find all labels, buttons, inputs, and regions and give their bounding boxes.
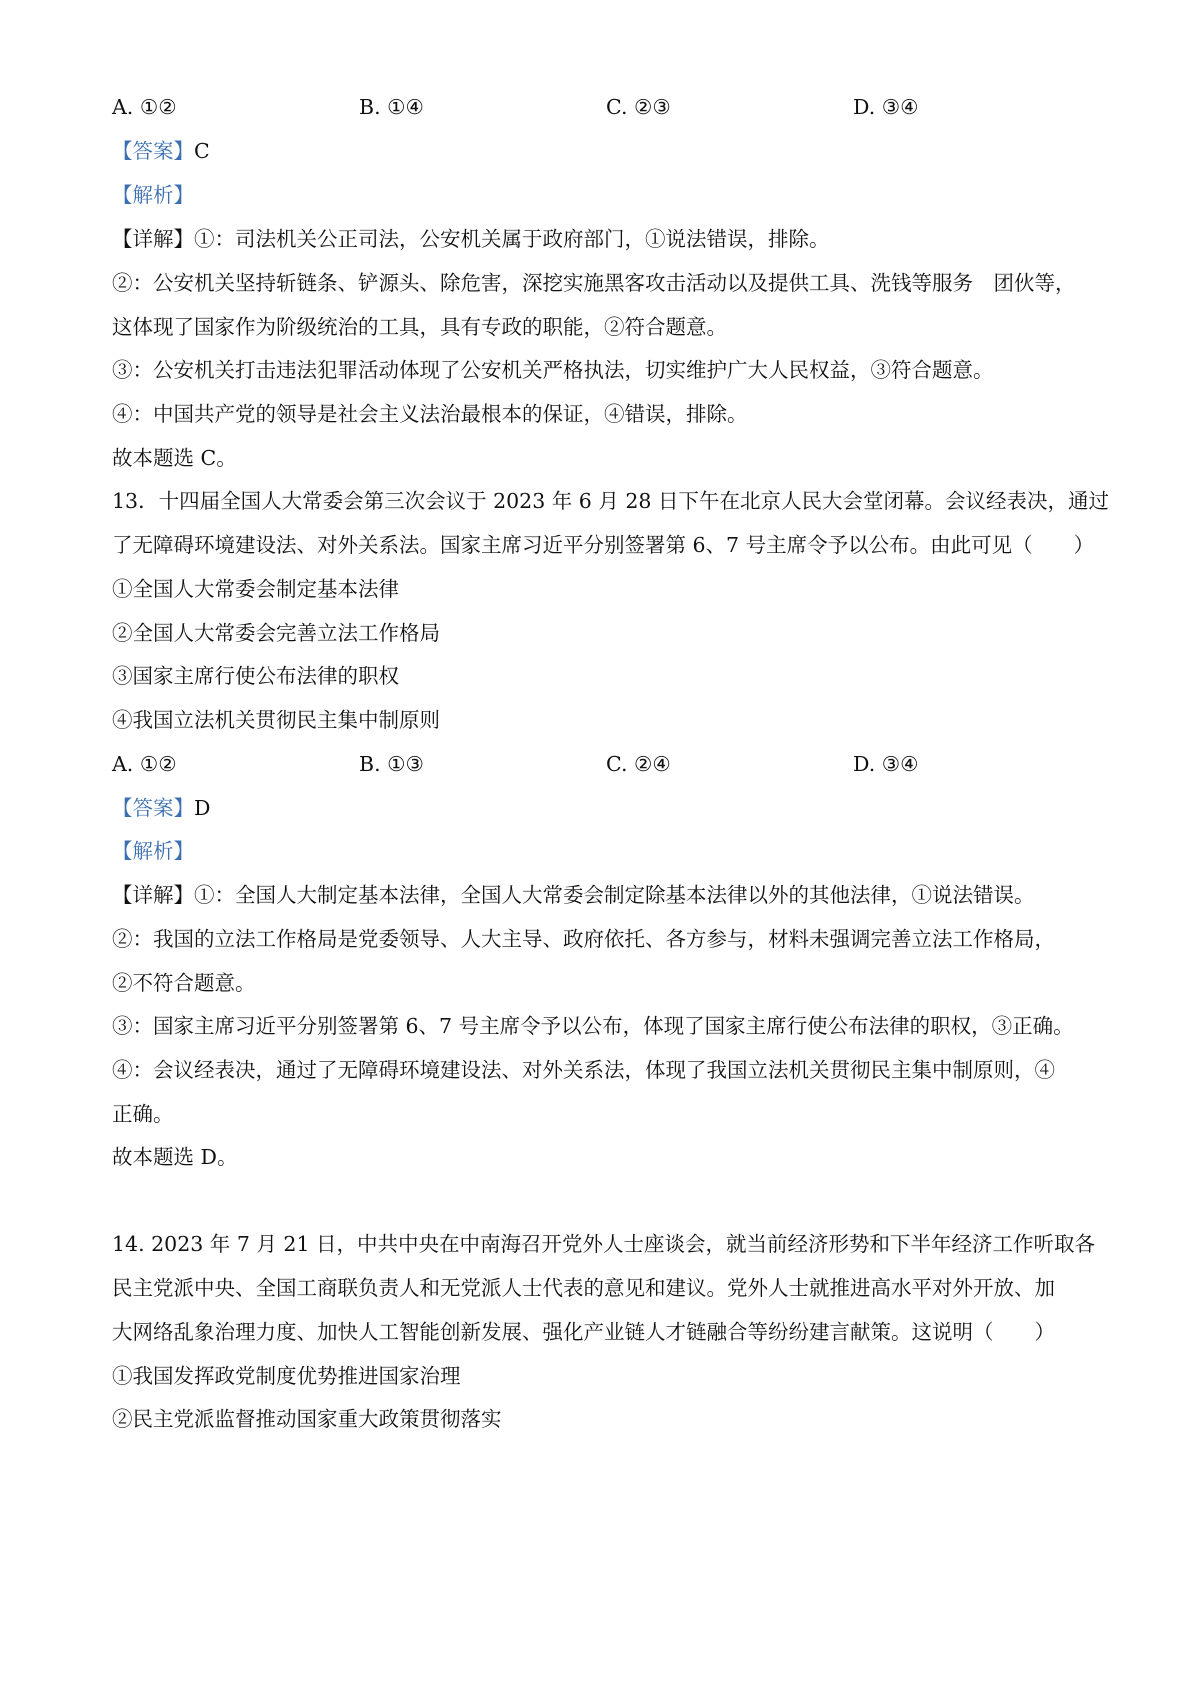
option-b: B. ①④ bbox=[359, 95, 424, 119]
choice-statement: ③国家主席行使公布法律的职权 bbox=[112, 664, 399, 688]
detail-line: ④：中国共产党的领导是社会主义法治最根本的保证，④错误，排除。 bbox=[112, 402, 748, 426]
choice-statement: ④我国立法机关贯彻民主集中制原则 bbox=[112, 708, 440, 732]
option-a: A. ①② bbox=[112, 752, 177, 776]
analysis-tag: 【解析】 bbox=[112, 839, 194, 863]
detail-line: 正确。 bbox=[112, 1102, 174, 1126]
conclusion-line: 故本题选 D。 bbox=[112, 1145, 238, 1169]
question-stem: 民主党派中央、全国工商联负责人和无党派人士代表的意见和建议。党外人士就推进高水平对外开放、加 bbox=[112, 1276, 1055, 1300]
option-b: B. ①③ bbox=[359, 752, 424, 776]
analysis-heading bbox=[112, 181, 1110, 209]
question-stem: 了无障碍环境建设法、对外关系法。国家主席习近平分别签署第 6、7 号主席令予以公布。由此可见（ ） bbox=[112, 533, 1095, 557]
analysis-tag: 【解析】 bbox=[112, 183, 194, 207]
answer-value: D bbox=[194, 796, 211, 820]
answer-line bbox=[112, 137, 1110, 165]
conclusion-line: 故本题选 C。 bbox=[112, 446, 237, 470]
detail-text: ①：全国人大制定基本法律，全国人大常委会制定除基本法律以外的其他法律，①说法错误。 bbox=[194, 883, 1035, 907]
choice-statement: ①我国发挥政党制度优势推进国家治理 bbox=[112, 1364, 461, 1388]
detail-line: ②不符合题意。 bbox=[112, 971, 256, 995]
detail-text: ①：司法机关公正司法，公安机关属于政府部门，①说法错误，排除。 bbox=[194, 227, 830, 251]
option-c: C. ②④ bbox=[606, 752, 671, 776]
choice-statement: ②民主党派监督推动国家重大政策贯彻落实 bbox=[112, 1407, 502, 1431]
detail-line bbox=[112, 225, 1110, 253]
detail-tag: 【详解】 bbox=[112, 227, 194, 251]
options-row bbox=[112, 93, 1110, 121]
answer-line bbox=[112, 794, 1110, 822]
detail-line: ④：会议经表决，通过了无障碍环境建设法、对外关系法，体现了我国立法机关贯彻民主集中制原则，④ bbox=[112, 1058, 1055, 1082]
detail-tag: 【详解】 bbox=[112, 883, 194, 907]
answer-tag: 【答案】 bbox=[112, 796, 194, 820]
detail-line: ③：国家主席习近平分别签署第 6、7 号主席令予以公布，体现了国家主席行使公布法律的职权，③正确。 bbox=[112, 1014, 1074, 1038]
question-stem: 13．十四届全国人大常委会第三次会议于 2023 年 6 月 28 日下午在北京人民大会堂闭幕。会议经表决，通过 bbox=[112, 489, 1109, 513]
detail-line: ②：公安机关坚持斩链条、铲源头、除危害，深挖实施黑客攻击活动以及提供工具、洗钱等服务 团伙等， bbox=[112, 271, 1076, 295]
choice-statement: ①全国人大常委会制定基本法律 bbox=[112, 577, 399, 601]
option-a: A. ①② bbox=[112, 95, 177, 119]
analysis-heading bbox=[112, 837, 1110, 865]
detail-line: ③：公安机关打击违法犯罪活动体现了公安机关严格执法，切实维护广大人民权益，③符合题意。 bbox=[112, 358, 994, 382]
choice-statement: ②全国人大常委会完善立法工作格局 bbox=[112, 621, 440, 645]
question-stem: 大网络乱象治理力度、加快人工智能创新发展、强化产业链人才链融合等纷纷建言献策。这说明（ ） bbox=[112, 1320, 1055, 1344]
detail-line: 这体现了国家作为阶级统治的工具，具有专政的职能，②符合题意。 bbox=[112, 315, 727, 339]
answer-value: C bbox=[194, 139, 210, 163]
answer-tag: 【答案】 bbox=[112, 139, 194, 163]
option-d: D. ③④ bbox=[853, 752, 919, 776]
detail-line bbox=[112, 881, 1110, 909]
option-d: D. ③④ bbox=[853, 95, 919, 119]
question-stem: 14. 2023 年 7 月 21 日，中共中央在中南海召开党外人士座谈会，就当前经济形势和下半年经济工作听取各 bbox=[112, 1232, 1095, 1256]
options-row bbox=[112, 750, 1110, 778]
detail-line: ②：我国的立法工作格局是党委领导、人大主导、政府依托、各方参与，材料未强调完善立法工作格局， bbox=[112, 927, 1055, 951]
option-c: C. ②③ bbox=[606, 95, 671, 119]
